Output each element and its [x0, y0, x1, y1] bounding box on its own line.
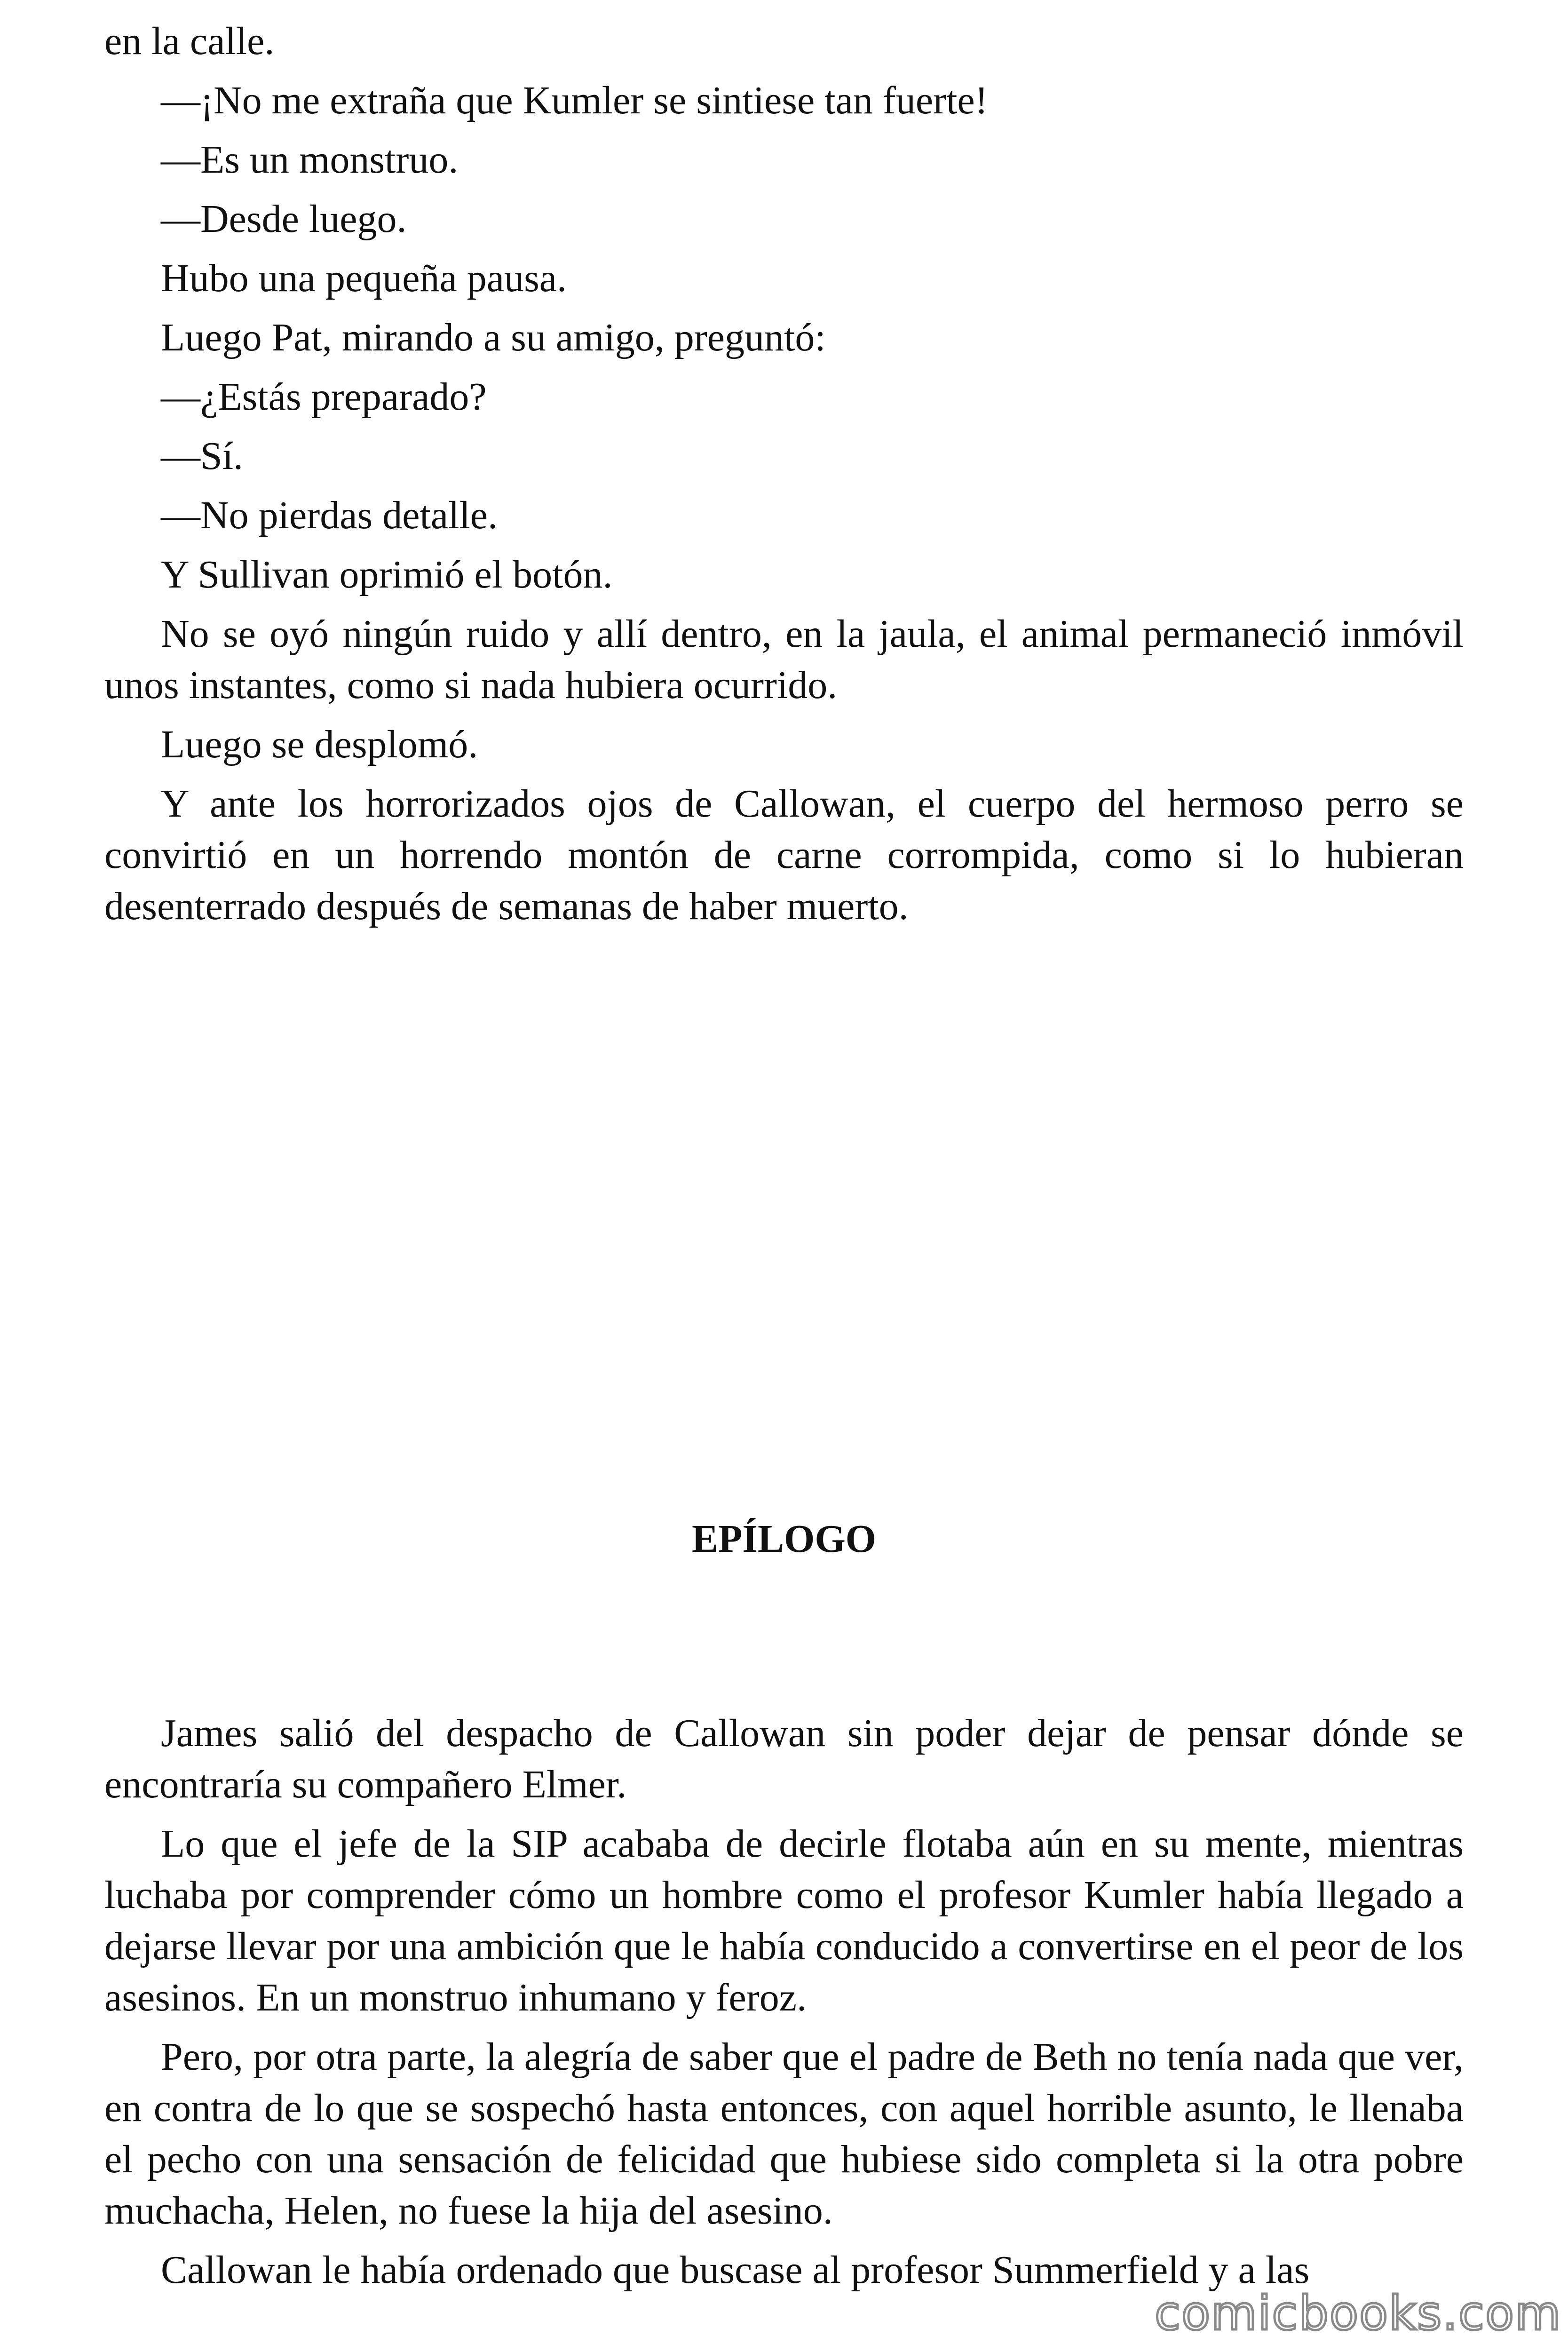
epilogue-text [104, 1708, 1464, 2296]
dialogue-line: —Sí. [161, 434, 244, 478]
dialogue-line: —Desde luego. [161, 197, 407, 241]
paragraph: Luego Pat, mirando a su amigo, preguntó: [161, 316, 826, 359]
chapter-ending-text [104, 16, 1464, 932]
watermark: comicbooks.com [1155, 2286, 1562, 2341]
dialogue-line: —No pierdas detalle. [161, 493, 498, 537]
dialogue-line: —Es un monstruo. [161, 138, 459, 182]
paragraph: Luego se desplomó. [161, 723, 478, 766]
dialogue-line: —¿Estás preparado? [161, 375, 487, 419]
paragraph: en la calle. [104, 19, 275, 63]
paragraph: Pero, por otra parte, la alegría de saber que el padre de Beth no tenía nada que ver, en contra de lo que se sospechó hasta entonces, con aquel horrible asunto, le llenaba el pecho con una sensación de felicidad que hubiese sido completa si la otra pobre muchacha, Helen, no fuese la hija del asesino. [104, 2035, 1464, 2233]
paragraph: Lo que el jefe de la SIP acababa de decirle flotaba aún en su mente, mientras luchaba por comprender cómo un hombre como el profesor Kumler había llegado a dejarse llevar por una ambición que le había conducido a convertirse en el peor de los asesinos. En un monstruo inhumano y feroz. [104, 1822, 1464, 2019]
paragraph: Y ante los horrorizados ojos de Callowan, el cuerpo del hermoso perro se convirtió en un horrendo montón de carne corrompida, como si lo hubieran desenterrado después de semanas de haber muerto. [104, 782, 1464, 928]
paragraph: James salió del despacho de Callowan sin poder dejar de pensar dónde se encontraría su compañero Elmer. [104, 1711, 1464, 1806]
epilogue-heading: EPÍLOGO [691, 1517, 877, 1561]
dialogue-line: —¡No me extraña que Kumler se sintiese tan fuerte! [161, 79, 988, 122]
paragraph: Y Sullivan oprimió el botón. [161, 553, 613, 596]
paragraph: Hubo una pequeña pausa. [161, 256, 567, 300]
paragraph: No se oyó ningún ruido y allí dentro, en la jaula, el animal permaneció inmóvil unos instantes, como si nada hubiera ocurrido. [104, 612, 1464, 707]
paragraph: Callowan le había ordenado que buscase al profesor Summerfield y a las [161, 2248, 1310, 2292]
